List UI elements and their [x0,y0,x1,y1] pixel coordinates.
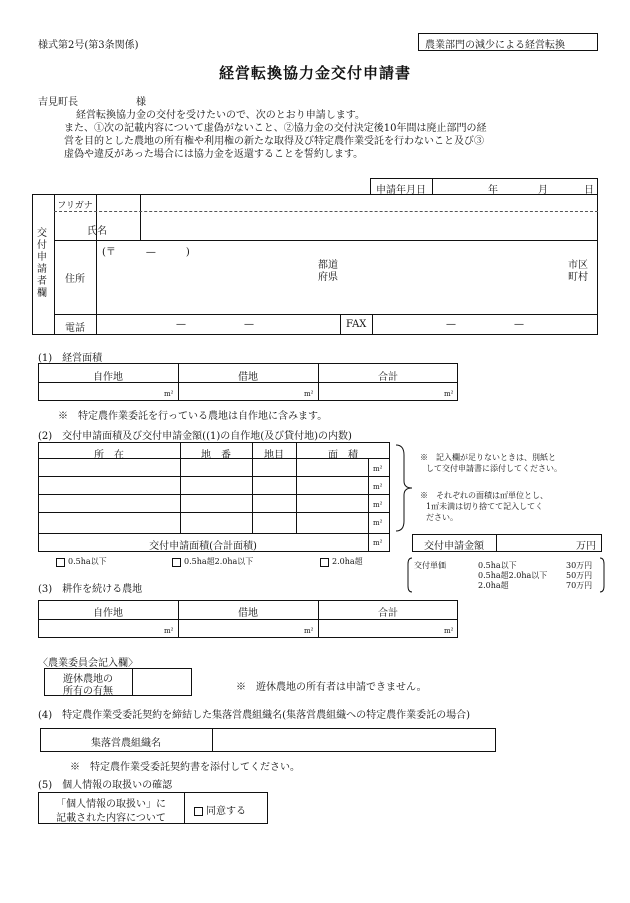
unit-label: m² [304,627,314,635]
rate-label: 交付単価 [414,561,446,570]
month-label: 月 [538,185,548,196]
privacy-label-1: 「個人情報の取扱い」に [56,799,166,810]
note-1-line-2: して交付申請書に添付してください。 [426,464,562,473]
privacy-label-2: 記載された内容について [56,813,166,824]
name-input[interactable] [142,213,596,239]
option-3[interactable] [320,556,363,567]
agree-checkbox[interactable] [194,802,246,817]
section-4-note: ※ 特定農作業受委託契約書を添付してください。 [70,762,300,773]
prefecture-label-2: 府県 [318,272,338,283]
intro-line-4: 虚偽や違反があった場合には協力金を返還することを誓約します。 [64,149,364,160]
unit-label: m² [373,465,383,473]
organization-label: 集落営農組織名 [91,738,161,749]
year-label: 年 [488,185,498,196]
sec2-col-landtype: 地目 [264,450,284,461]
date-label: 申請年月日 [376,185,426,196]
city-label-2: 町村 [568,272,588,283]
applicant-side-label: 交付申請者欄 [37,228,47,299]
name-label: 氏名 [87,226,107,237]
sec3-col-own: 自作地 [93,608,123,619]
phone-dash-1: — [176,319,186,330]
phone-label: 電話 [65,323,85,334]
section-5-title: (5) 個人情報の取扱いの確認 [38,780,173,791]
option-1[interactable] [56,556,107,567]
unit-label: m² [304,390,314,398]
note-2-line-2: 1㎡未満は切り捨てて記入してく [426,502,544,511]
note-2-line-3: ださい。 [426,513,458,522]
note-1-line-1: ※ 記入欄が足りないときは、別紙と [420,453,556,462]
rate-amount: 70万円 [566,581,593,590]
honorific: 様 [136,97,146,108]
sec1-col-own: 自作地 [93,372,123,383]
rate-amount: 50万円 [566,571,593,580]
category-box: 農業部門の減少による経営転換 [418,33,598,51]
section-3-title: (3) 耕作を続ける農地 [38,584,143,595]
section-2-title: (2) 交付申請面積及び交付申請金額((1)の自作地(及び貸付地)の内数) [38,431,352,442]
sec2-col-lot: 地 番 [201,450,231,461]
intro-line-1: 経営転換協力金の交付を受けたいので、次のとおり申請します。 [76,110,365,121]
committee-label-2: 所有の有無 [63,686,113,697]
checkbox-icon [56,558,65,567]
furigana-input[interactable] [142,196,596,210]
rate-range: 0.5ha以下 [478,561,517,570]
unit-label: m² [444,627,454,635]
section-1-title: (1) 経営面積 [38,353,103,364]
prefecture-label-1: 都道 [318,260,338,271]
note-2-line-1: ※ それぞれの面積は㎡単位とし、 [420,491,548,500]
amount-label: 交付申請金額 [424,541,484,552]
intro-line-2: また、①次の記載内容について虚偽がないこと、②協力金の交付決定後10年間は廃止部門の経 [64,123,487,134]
unit-label: m² [164,627,174,635]
addressee: 吉見町長 [38,97,78,108]
unit-label: m² [373,483,383,491]
sec2-col-location: 所 在 [94,450,124,461]
phone-dash-2: — [244,319,254,330]
fax-dash-1: — [446,319,456,330]
fax-label: FAX [346,319,367,330]
agree-label: 同意する [206,806,246,817]
amount-unit: 万円 [576,541,596,552]
sec3-col-leased: 借地 [238,608,258,619]
committee-note: ※ 遊休農地の所有者は申請できません。 [236,682,427,693]
section-4-title: (4) 特定農作業受委託契約を締結した集落営農組織名(集落営農組織への特定農作業委託の場合) [38,710,470,721]
address-label: 住所 [65,274,85,285]
checkbox-icon [172,558,181,567]
brace-icon [394,443,414,533]
checkbox-icon [320,558,329,567]
city-label-1: 市区 [568,260,588,271]
sec1-col-total: 合計 [378,372,398,383]
organization-input[interactable] [214,730,494,750]
sec3-col-total: 合計 [378,608,398,619]
rate-range: 0.5ha超2.0ha以下 [478,571,548,580]
option-label: 0.5ha超2.0ha以下 [184,557,254,566]
sec2-col-area: 面 積 [328,450,358,461]
total-area-label: 交付申請面積(合計面積) [149,541,257,552]
sec1-col-leased: 借地 [238,372,258,383]
rate-amount: 30万円 [566,561,593,570]
page-title: 経営転換協力金交付申請書 [218,64,411,82]
fax-dash-2: — [514,319,524,330]
unit-label: m² [373,501,383,509]
committee-label-1: 遊休農地の [63,674,113,685]
intro-line-3: 営を目的とした農地の所有権や利用権の新たな取得及び特定農作業受託を行わないこと及び③ [64,136,484,147]
unit-label: m² [164,390,174,398]
form-number: 様式第2号(第3条関係) [38,40,139,51]
section-1-note: ※ 特定農作業委託を行っている農地は自作地に含みます。 [58,411,328,422]
unit-label: m² [373,519,383,527]
committee-input[interactable] [134,670,190,694]
option-2[interactable] [172,556,253,567]
option-label: 0.5ha以下 [68,557,107,566]
day-label: 日 [584,185,594,196]
rate-range: 2.0ha超 [478,581,509,590]
unit-label: m² [373,539,383,547]
committee-title: 〈農業委員会記入欄〉 [38,658,138,669]
address-input[interactable] [98,282,596,312]
option-label: 2.0ha超 [332,557,363,566]
unit-label: m² [444,390,454,398]
postal-code: (〒 — ) [102,247,190,258]
checkbox-icon [194,807,203,816]
furigana-label: フリガナ [57,201,93,211]
